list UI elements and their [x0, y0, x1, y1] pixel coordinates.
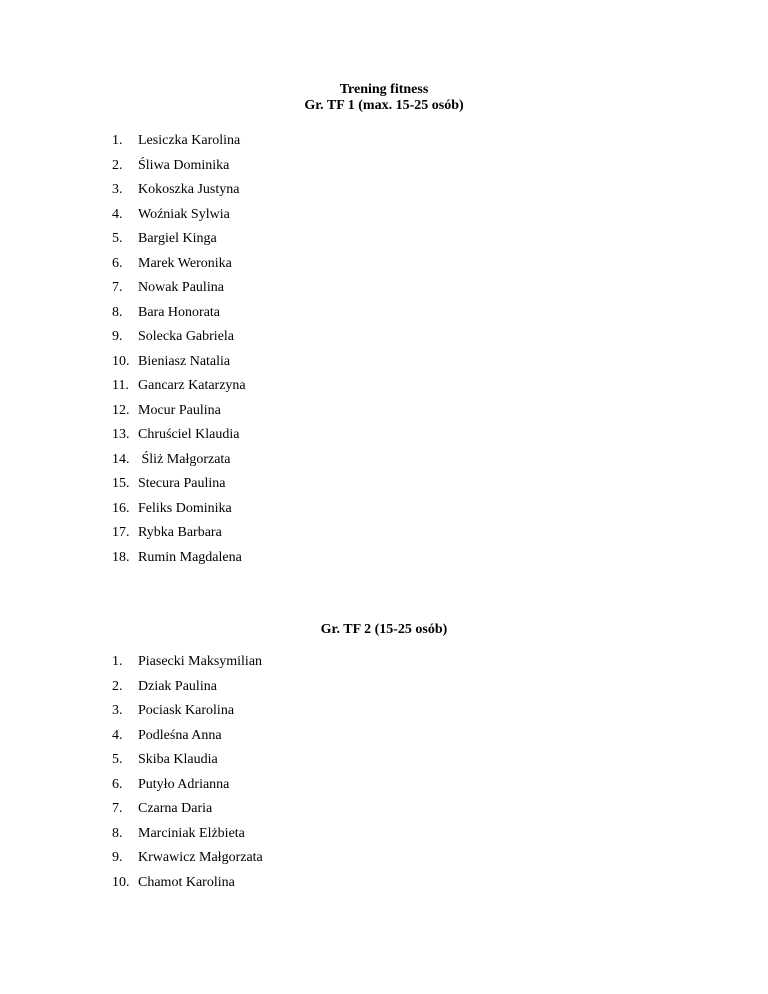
list-item	[112, 376, 246, 401]
section1-subtitle: Gr. TF 1 (max. 15-25 osób)	[304, 98, 464, 113]
list-item-number: 8.	[112, 825, 123, 841]
list-item-name: Lesiczka Karolina	[138, 133, 241, 148]
list-item-number: 17.	[112, 525, 130, 540]
list-item-number: 18.	[112, 549, 130, 565]
section1-list	[112, 131, 246, 572]
list-item-name: Śliż Małgorzata	[138, 451, 231, 467]
list-item	[112, 652, 263, 677]
list-item-name: Chamot Karolina	[138, 874, 235, 890]
list-item	[112, 450, 246, 475]
list-item	[112, 775, 263, 800]
list-item	[112, 824, 263, 849]
list-item-number: 1.	[112, 133, 123, 148]
list-item-number: 1.	[112, 654, 123, 669]
list-item-name: Dziak Paulina	[138, 678, 217, 694]
list-item-name: Woźniak Sylwia	[138, 206, 230, 222]
list-item-name: Bara Honorata	[138, 304, 221, 320]
list-item-number: 6.	[112, 255, 123, 271]
list-item-number: 7.	[112, 280, 123, 295]
list-item-number: 8.	[112, 304, 123, 320]
list-item-name: Solecka Gabriela	[138, 329, 235, 344]
list-item	[112, 750, 263, 775]
list-item-number: 7.	[112, 801, 123, 816]
list-item	[112, 848, 263, 873]
list-item-name: Bargiel Kinga	[138, 231, 217, 246]
list-item-name: Mocur Paulina	[138, 402, 221, 418]
list-item	[112, 254, 246, 279]
list-item-number: 2.	[112, 678, 123, 694]
list-item-name: Skiba Klaudia	[138, 752, 218, 767]
list-item-number: 5.	[112, 231, 123, 246]
list-item	[112, 303, 246, 328]
list-item-name: Feliks Dominika	[138, 500, 232, 516]
list-item	[112, 677, 263, 702]
list-item-name: Śliwa Dominika	[138, 157, 230, 173]
list-item-number: 4.	[112, 727, 123, 743]
list-item	[112, 701, 263, 726]
list-item	[112, 425, 246, 450]
list-item-name: Podleśna Anna	[138, 727, 222, 743]
list-item-name: Czarna Daria	[138, 801, 213, 816]
list-item-number: 11.	[112, 378, 129, 393]
list-item	[112, 499, 246, 524]
list-item	[112, 229, 246, 254]
list-item-number: 6.	[112, 776, 123, 792]
list-item	[112, 799, 263, 824]
list-item-number: 9.	[112, 329, 123, 344]
list-item-number: 13.	[112, 427, 130, 442]
list-item	[112, 205, 246, 230]
list-item-name: Rybka Barbara	[138, 525, 222, 540]
list-item	[112, 523, 246, 548]
list-item	[112, 474, 246, 499]
list-item	[112, 180, 246, 205]
list-item-name: Nowak Paulina	[138, 280, 224, 295]
list-item	[112, 327, 246, 352]
list-item-name: Gancarz Katarzyna	[138, 378, 246, 393]
list-item	[112, 352, 246, 377]
list-item	[112, 401, 246, 426]
list-item	[112, 548, 246, 573]
list-item-number: 10.	[112, 353, 130, 369]
list-item-name: Pociask Karolina	[138, 703, 235, 718]
list-item	[112, 873, 263, 898]
section2-title: Gr. TF 2 (15-25 osób)	[320, 622, 448, 637]
list-item	[112, 156, 246, 181]
list-item-number: 5.	[112, 752, 123, 767]
list-item-number: 2.	[112, 157, 123, 173]
list-item-name: Stecura Paulina	[138, 476, 226, 491]
list-item-name: Kokoszka Justyna	[138, 182, 240, 197]
list-item	[112, 726, 263, 751]
list-item-name: Marciniak Elżbieta	[138, 825, 245, 841]
list-item-number: 10.	[112, 874, 130, 890]
list-item-name: Marek Weronika	[138, 255, 232, 271]
list-item-number: 16.	[112, 500, 130, 516]
section1-title: Trening fitness	[339, 82, 429, 97]
list-item-number: 14.	[112, 451, 130, 467]
list-item-number: 9.	[112, 850, 123, 865]
list-item-name: Krwawicz Małgorzata	[138, 850, 263, 865]
list-item-number: 12.	[112, 402, 130, 418]
list-item-number: 4.	[112, 206, 123, 222]
list-item-number: 15.	[112, 476, 130, 491]
list-item-name: Chruściel Klaudia	[138, 427, 240, 442]
list-item-name: Rumin Magdalena	[138, 549, 242, 565]
list-item-name: Bieniasz Natalia	[138, 353, 231, 369]
list-item	[112, 131, 246, 156]
list-item-name: Piasecki Maksymilian	[138, 654, 263, 669]
list-item	[112, 278, 246, 303]
list-item-name: Putyło Adrianna	[138, 776, 230, 792]
section2-list	[112, 652, 263, 897]
list-item-number: 3.	[112, 182, 123, 197]
list-item-number: 3.	[112, 703, 123, 718]
